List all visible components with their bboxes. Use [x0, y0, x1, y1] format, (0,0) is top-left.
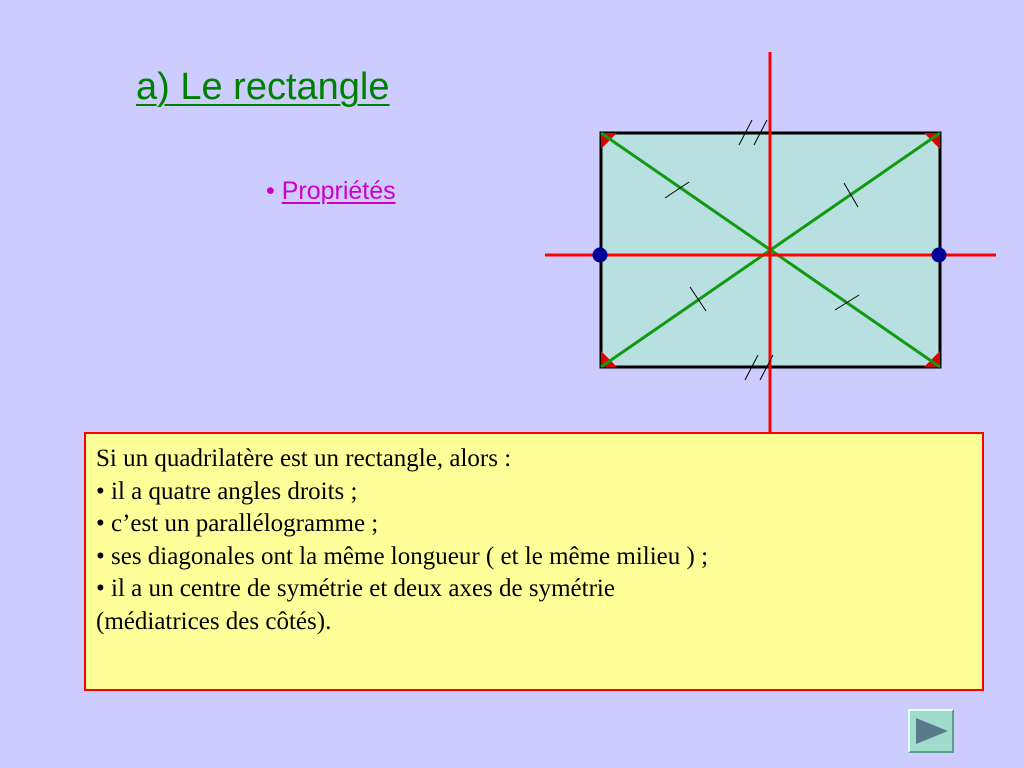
slide-title: a) Le rectangle [136, 66, 390, 108]
next-slide-button[interactable] [908, 709, 954, 753]
property-item: (médiatrices des côtés). [96, 607, 332, 635]
play-triangle-icon [916, 718, 948, 744]
properties-link[interactable]: Propriétés [281, 177, 396, 205]
property-item: • c’est un parallélogramme ; [96, 510, 379, 537]
midpoint-marker-right [932, 248, 947, 263]
property-item: • il a un centre de symétrie et deux axes de symétrie [96, 575, 615, 602]
property-item: • ses diagonales ont la même longueur ( et le même milieu ) ; [96, 542, 709, 570]
property-item: • il a quatre angles droits ; [96, 477, 358, 505]
properties-intro: Si un quadrilatère est un rectangle, alors : [96, 445, 512, 472]
properties-box [84, 432, 984, 691]
bullet-marker: • [266, 177, 282, 205]
midpoint-marker-left [593, 248, 608, 263]
